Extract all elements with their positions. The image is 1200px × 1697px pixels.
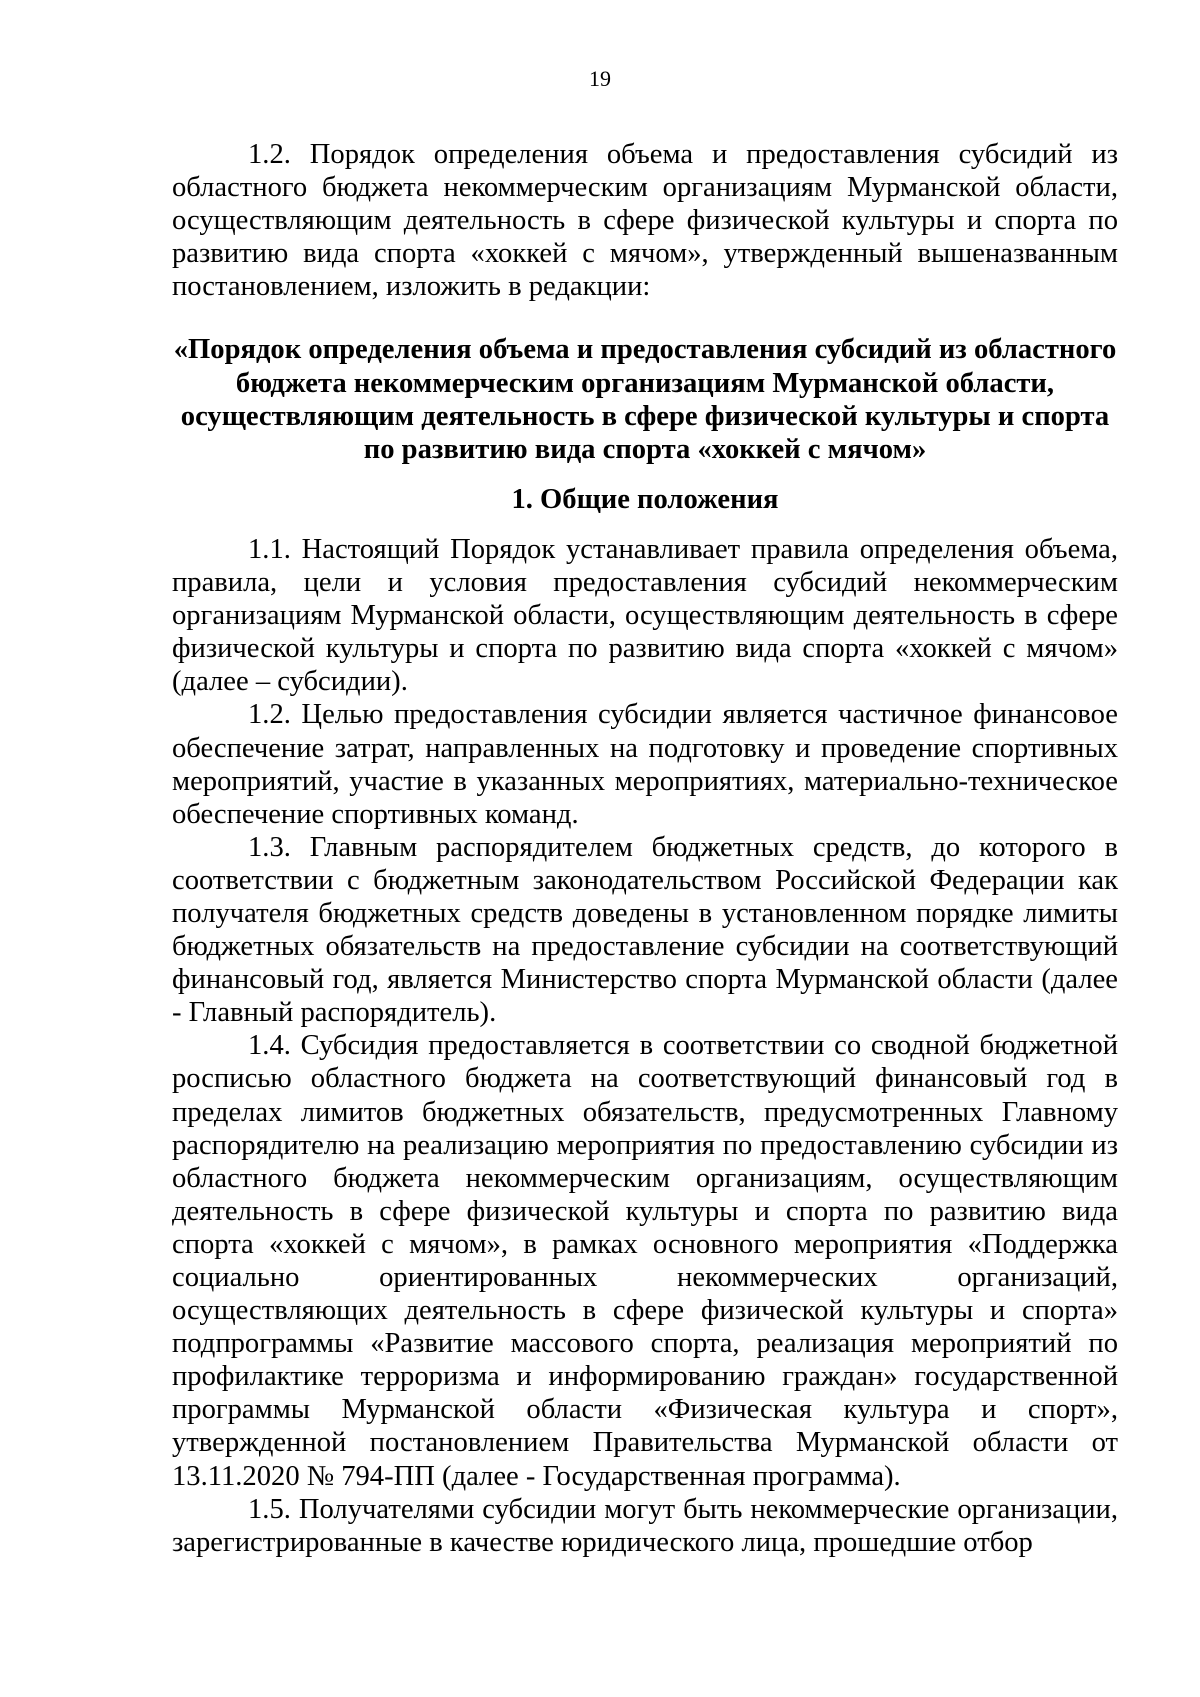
document-title: «Порядок определения объема и предоставления субсидий из областного бюджета некоммерческим организациям Мурманской области, осуществляющим деятельность в сфере физической культуры и спорта по развитию вида спорта «хоккей с мячом» — [173, 334, 1117, 465]
paragraph-1-1: 1.1. Настоящий Порядок устанавливает правила определения объема, правила, цели и условия предоставления субсидий некоммерческим организациям Мурманской области, осуществляющим деятельность в сфере физической культуры и спорта по развитию вида спорта «хоккей с мячом» (далее – субсидии). — [172, 533, 1118, 698]
paragraph-1-5: 1.5. Получателями субсидии могут быть некоммерческие организации, зарегистрированные в качестве юридического лица, прошедшие отбор — [172, 1493, 1118, 1558]
intro-paragraph: 1.2. Порядок определения объема и предоставления субсидий из областного бюджета некоммерческим организациям Мурманской области, осуществляющим деятельность в сфере физической культуры и спорта по развитию вида спорта «хоккей с мячом», утвержденный вышеназванным постановлением, изложить в редакции: — [172, 139, 1118, 303]
paragraph-1-2: 1.2. Целью предоставления субсидии является частичное финансовое обеспечение затрат, направленных на подготовку и проведение спортивных мероприятий, участие в указанных мероприятиях, материально-техническое обеспечение спортивных команд. — [172, 699, 1118, 830]
paragraph-1-3: 1.3. Главным распорядителем бюджетных средств, до которого в соответствии с бюджетным законодательством Российской Федерации как получателя бюджетных средств доведены в установленном порядке лимиты бюджетных обязательств на предоставление субсидии на соответствующий финансовый год, является Министерство спорта Мурманской области (далее - Главный распорядитель). — [172, 831, 1118, 1029]
document-body — [172, 138, 1118, 1559]
paragraph-1-4: 1.4. Субсидия предоставляется в соответствии со сводной бюджетной росписью областного бюджета на соответствующий финансовый год в пределах лимитов бюджетных обязательств, предусмотренных Главному распорядителю на реализацию мероприятия по предоставлению субсидии из областного бюджета некоммерческим организациям, осуществляющим деятельность в сфере физической культуры и спорта по развитию вида спорта «хоккей с мячом», в рамках основного мероприятия «Поддержка социально ориентированных некоммерческих организаций, осуществляющих деятельность в сфере физической культуры и спорта» подпрограммы «Развитие массового спорта, реализация мероприятий по профилактике терроризма и информированию граждан» государственной программы Мурманской области «Физическая культура и спорт», утвержденной постановлением Правительства Мурманской области от 13.11.2020 № 794-ПП (далее - Государственная программа). — [172, 1030, 1118, 1492]
section-title: 1. Общие положения — [511, 483, 779, 515]
page-number: 19 — [589, 66, 611, 91]
